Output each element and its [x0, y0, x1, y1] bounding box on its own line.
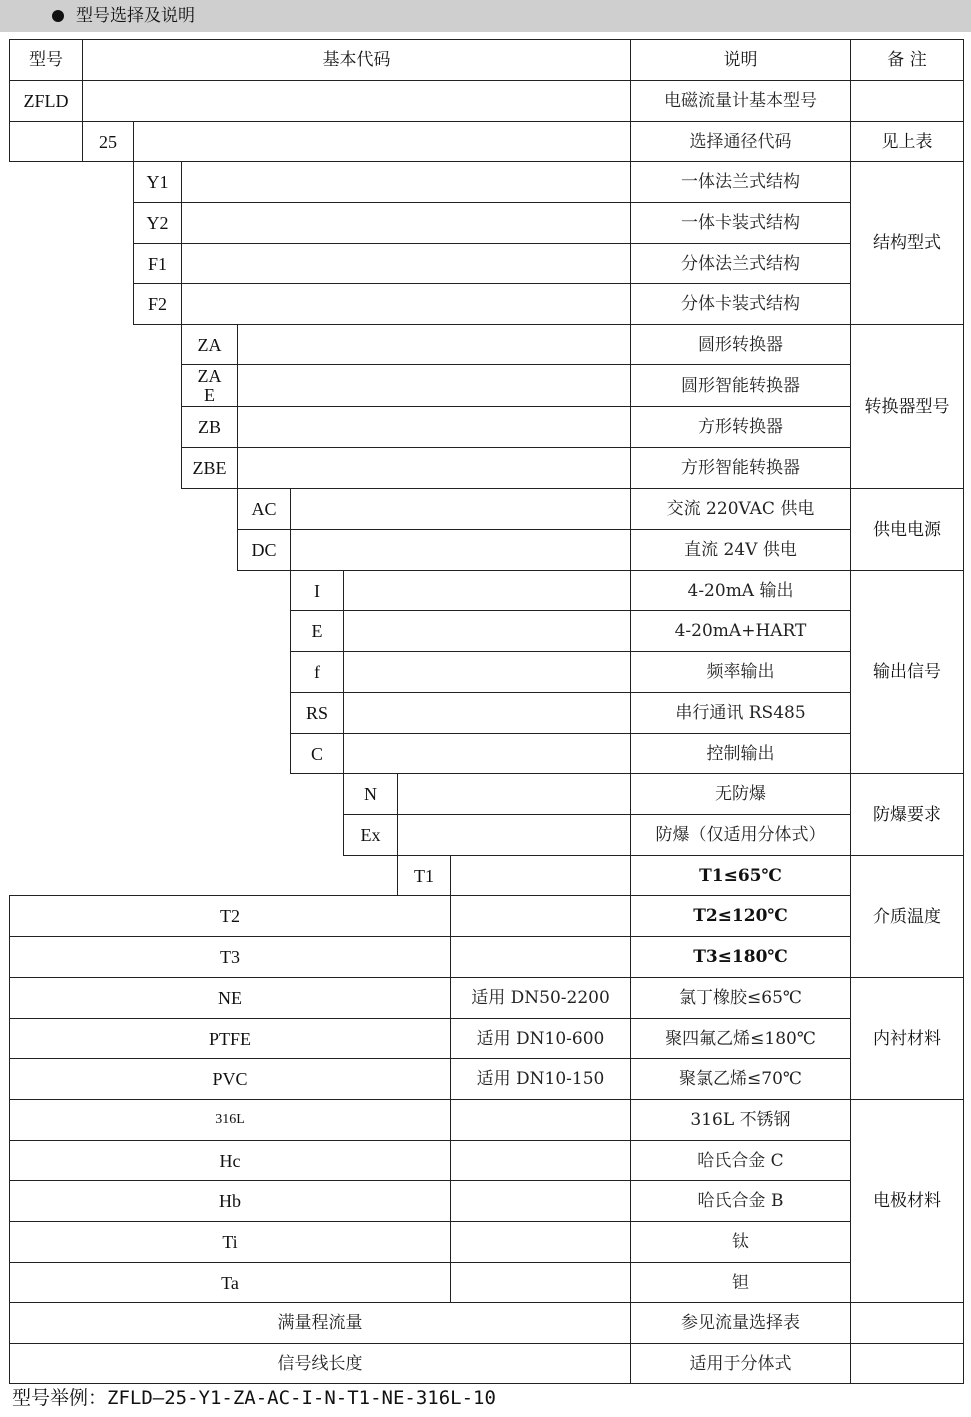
code-dc: DC: [251, 540, 277, 560]
header-base-code: 基本代码: [322, 50, 391, 70]
header-remark: 备 注: [887, 50, 927, 70]
remark-structure: 结构型式: [873, 233, 941, 253]
desc-dn: 选择通径代码: [689, 131, 792, 152]
code-ac: AC: [251, 499, 277, 519]
remark-ex: 防爆要求: [873, 804, 941, 825]
remark-converter: 转换器型号: [864, 396, 950, 417]
code-f2: F2: [147, 294, 167, 314]
desc-y2: 一体卡装式结构: [681, 213, 800, 233]
remark-output: 输出信号: [873, 662, 941, 682]
code-out-i: I: [314, 580, 320, 601]
desc-316l: 316L 不锈钢: [690, 1110, 791, 1130]
remark-electrode: 电极材料: [873, 1191, 941, 1211]
code-ptfe: PTFE: [208, 1028, 251, 1049]
range-pvc: 适用 DN10-150: [476, 1069, 605, 1089]
desc-ex-ex: 防爆（仅适用分体式）: [655, 825, 826, 845]
code-out-e: E: [311, 621, 323, 641]
desc-t1: T1≤65℃: [699, 865, 782, 886]
code-zae-line2: E: [204, 384, 215, 405]
code-cable-length: 信号线长度: [277, 1353, 363, 1374]
code-range-flow: 满量程流量: [277, 1313, 363, 1333]
remark-power: 供电电源: [873, 519, 941, 540]
code-ne: NE: [218, 988, 242, 1008]
desc-y1: 一体法兰式结构: [681, 172, 800, 192]
section-title: 型号选择及说明: [76, 6, 195, 26]
code-t2: T2: [220, 906, 240, 926]
desc-ti: 钛: [732, 1232, 749, 1252]
desc-ne: 氯丁橡胶≤65℃: [679, 988, 802, 1008]
desc-zae: 圆形智能转换器: [681, 375, 800, 396]
desc-hb: 哈氏合金 B: [697, 1191, 784, 1211]
desc-zbe: 方形智能转换器: [681, 458, 800, 478]
desc-ta: 钽: [732, 1272, 749, 1293]
desc-out-i: 4-20mA 输出: [687, 580, 794, 601]
code-out-f: f: [314, 662, 320, 682]
code-za: ZA: [197, 334, 222, 355]
code-out-rs: RS: [305, 703, 329, 723]
range-ne: 适用 DN50-2200: [471, 988, 610, 1008]
desc-out-c: 控制输出: [706, 743, 775, 764]
code-out-c: C: [310, 743, 323, 764]
desc-ac: 交流 220VAC 供电: [666, 499, 815, 519]
desc-za: 圆形转换器: [698, 334, 783, 355]
desc-ptfe: 聚四氟乙烯≤180℃: [665, 1028, 816, 1049]
code-zbe: ZBE: [192, 458, 227, 478]
desc-dc: 直流 24V 供电: [684, 540, 797, 560]
remark-lining: 内衬材料: [873, 1028, 941, 1049]
code-t3: T3: [220, 947, 240, 967]
code-ex-ex: Ex: [360, 825, 381, 845]
code-316l: 316L: [215, 1112, 245, 1127]
code-hb: Hb: [219, 1191, 241, 1211]
desc-zb: 方形转换器: [698, 417, 783, 437]
section-banner: [0, 0, 971, 32]
code-y2: Y2: [146, 213, 169, 233]
desc-f2: 分体卡装式结构: [681, 294, 800, 314]
code-hc: Hc: [219, 1150, 241, 1171]
remark-temperature: 介质温度: [873, 906, 941, 927]
desc-cable-length: 适用于分体式: [689, 1353, 792, 1374]
desc-out-rs: 串行通讯 RS485: [675, 703, 806, 723]
desc-out-f: 频率输出: [706, 662, 775, 682]
desc-range-flow: 参见流量选择表: [681, 1313, 800, 1333]
model-example: 型号举例：ZFLD—25-Y1-ZA-AC-I-N-T1-NE-316L-10: [12, 1387, 496, 1409]
desc-t3: T3≤180℃: [693, 947, 788, 967]
code-f1: F1: [147, 253, 167, 274]
code-y1: Y1: [146, 172, 169, 192]
code-t1: T1: [414, 865, 434, 886]
remark-dn: 见上表: [881, 131, 933, 152]
desc-ex-n: 无防爆: [715, 784, 766, 804]
code-pvc: PVC: [212, 1069, 248, 1089]
code-zae: [182, 365, 237, 406]
code-ti: Ti: [222, 1232, 238, 1252]
range-ptfe: 适用 DN10-600: [476, 1028, 605, 1049]
code-dn: 25: [99, 131, 117, 152]
code-zae-line1: ZA: [197, 365, 222, 386]
code-ex-n: N: [364, 784, 377, 804]
header-description: 说明: [723, 50, 758, 70]
code-zfld: ZFLD: [23, 91, 69, 111]
desc-t2: T2≤120℃: [693, 906, 788, 926]
desc-pvc: 聚氯乙烯≤70℃: [679, 1069, 802, 1089]
header-model: 型号: [29, 50, 63, 70]
code-ta: Ta: [221, 1272, 239, 1293]
desc-out-e: 4-20mA+HART: [674, 621, 807, 641]
code-zb: ZB: [197, 417, 221, 437]
desc-hc: 哈氏合金 C: [697, 1150, 784, 1171]
desc-zfld: 电磁流量计基本型号: [664, 91, 817, 111]
bullet-icon: [52, 10, 64, 22]
desc-f1: 分体法兰式结构: [681, 253, 800, 274]
